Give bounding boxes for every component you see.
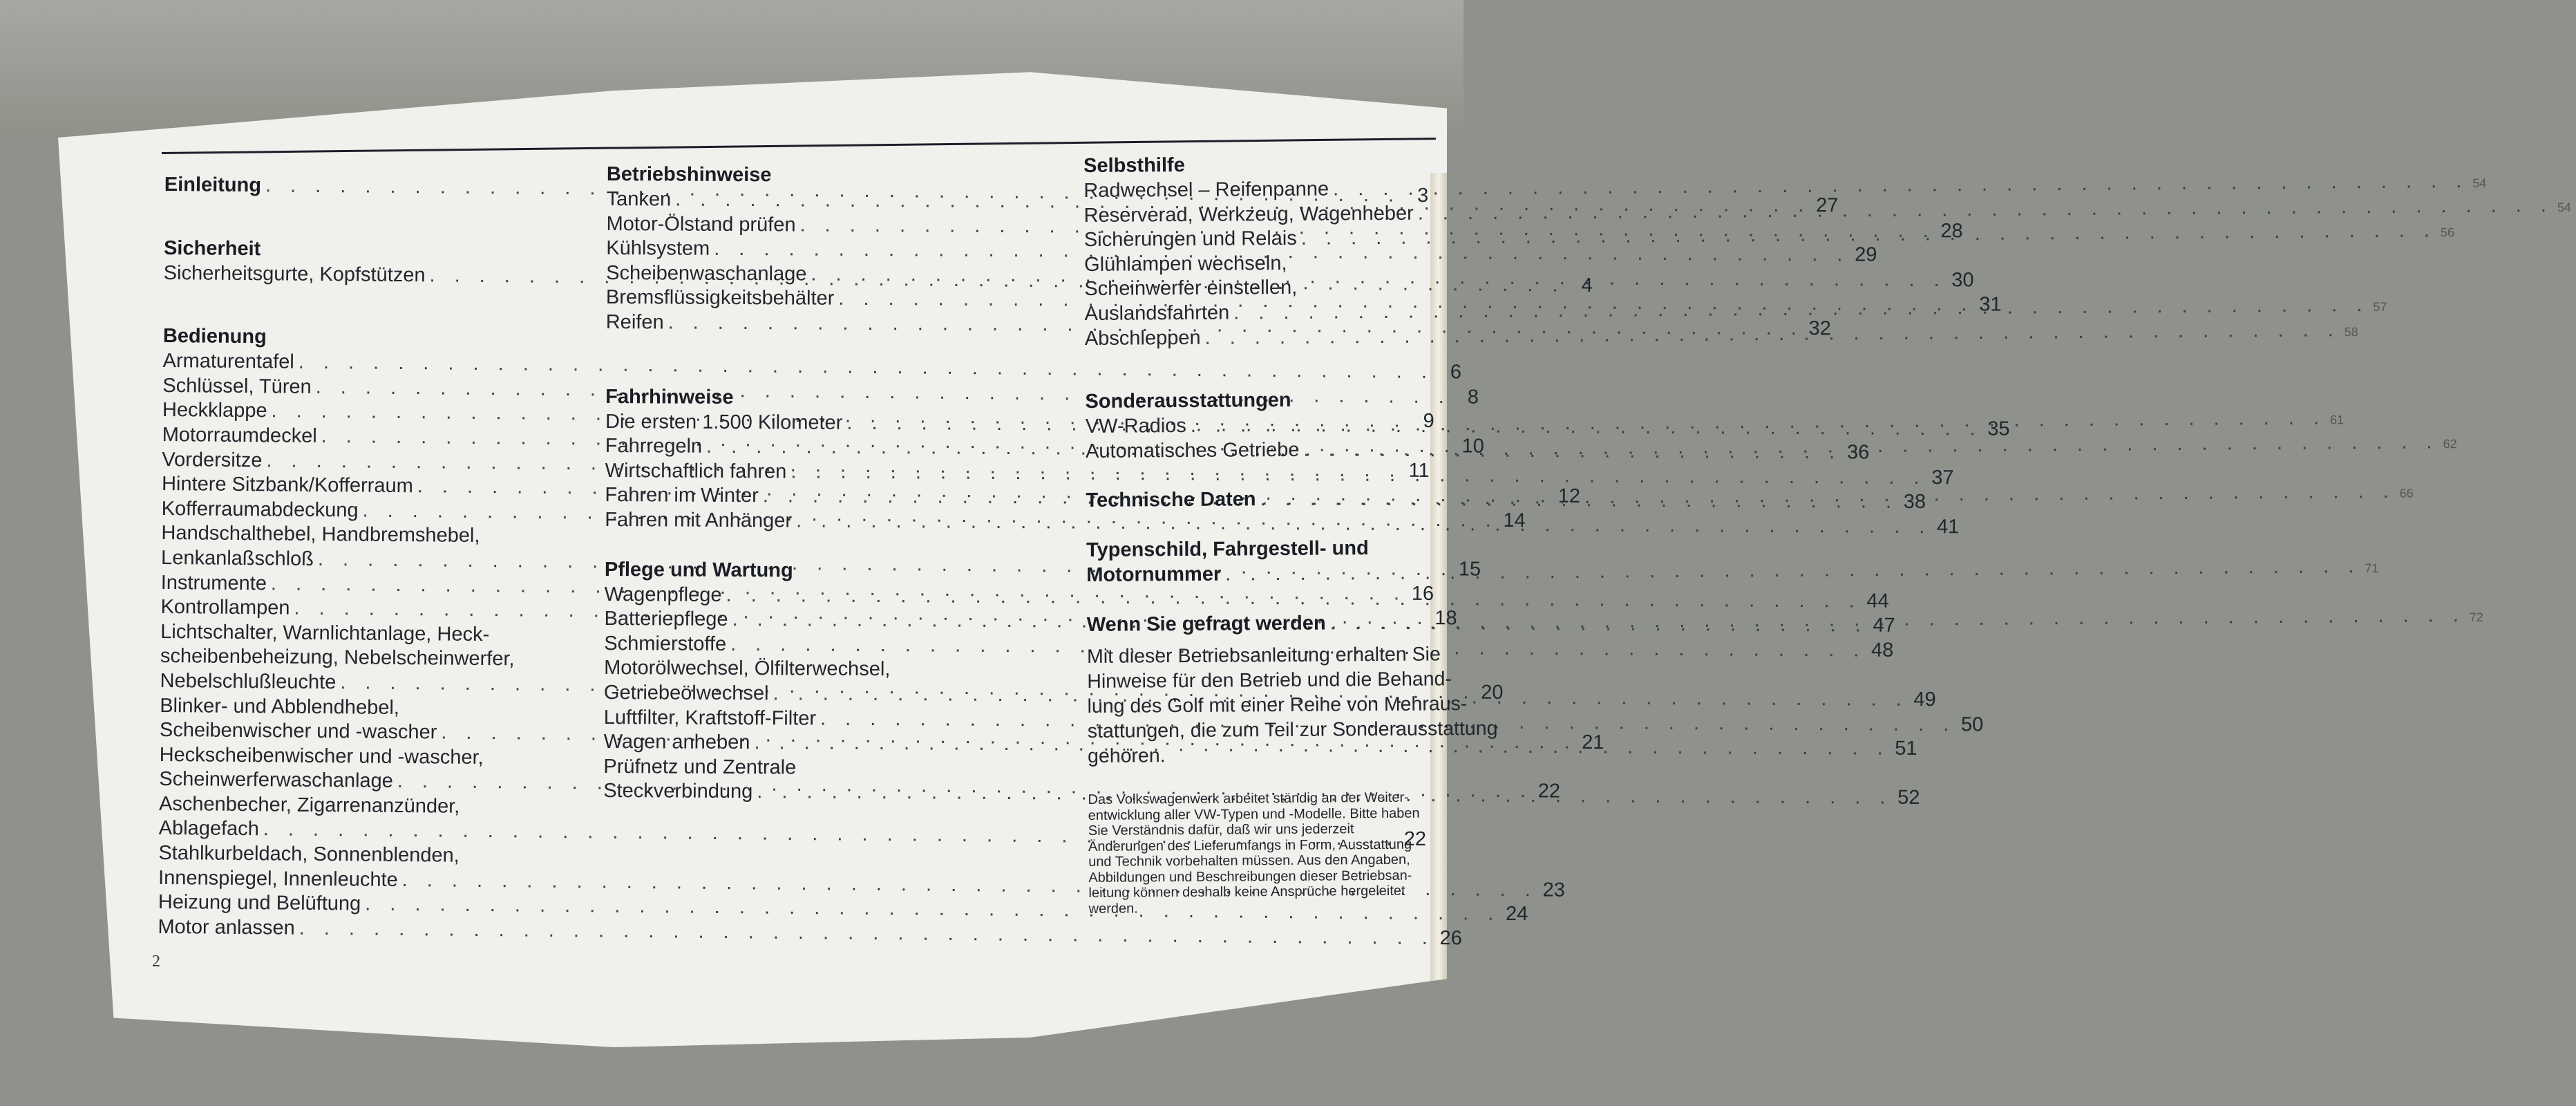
toc-entry-gefragt: Wenn Sie gefragt werden . . . 72 — [1087, 610, 1446, 637]
toc-entry: Heizung und Belüftung . . . 24 — [158, 890, 578, 919]
section-heading-bedienung: Bedienung — [162, 325, 267, 348]
toc-entry: Heckklappe . . . 9 — [162, 398, 583, 427]
toc-entry-einleitung: Einleitung . . . 3 — [164, 173, 585, 201]
toc-entry: Ablagefach . . . 22 — [159, 816, 579, 845]
toc-line: Glühlampen wechseln, — [1084, 252, 1287, 276]
toc-line: Aschenbecher, Zigarrenanzünder, — [158, 792, 460, 818]
toc-entry: Automatisches Getriebe . . . 62 — [1086, 437, 1445, 464]
toc-line: Lichtschalter, Warnlichtanlage, Heck- — [160, 620, 490, 646]
toc-entry: Tanken . . . 27 — [607, 187, 1056, 214]
toc-line: scheibenbeheizung, Nebelscheinwerfer, — [160, 645, 515, 671]
toc-entry: Motor anlassen . . . 26 — [158, 915, 578, 944]
toc-line: Scheinwerfer einstellen, — [1084, 276, 1298, 301]
toc-entry: Vordersitze . . . 11 — [162, 448, 582, 476]
toc-entry: Motorraumdeckel . . . 10 — [162, 423, 583, 451]
toc-entry: Auslandsfahrten . . . 57 — [1084, 299, 1443, 326]
toc-entry: Luftfilter, Kraftstoff-Filter . . . 50 — [604, 705, 1053, 732]
toc-entry: Lenkanlaßschloß . . . 15 — [161, 546, 581, 574]
toc-entry-motornummer: Motornummer . . . 71 — [1086, 561, 1446, 588]
toc-line: Motorölwechsel, Ölfilterwechsel, — [604, 657, 891, 681]
toc-line: Handschalthebel, Handbremshebel, — [161, 522, 480, 547]
toc-entry: Kontrollampen . . . 18 — [160, 595, 580, 624]
section-heading-fahrhinweise: Fahrhinweise — [605, 385, 734, 409]
toc-entry: Getriebeölwechsel . . . 49 — [604, 681, 1053, 708]
toc-line: Stahlkurbeldach, Sonnenblenden, — [158, 842, 460, 867]
toc-entry: Fahren im Winter . . . 38 — [605, 483, 1054, 510]
toc-entry: Innenspiegel, Innenleuchte . . . 23 — [158, 866, 578, 894]
toc-entry: Instrumente . . . 16 — [161, 571, 581, 599]
toc-entry: Wagen anheben . . . 51 — [604, 730, 1053, 757]
toc-entry: Kühlsystem . . . 29 — [606, 236, 1055, 263]
toc-entry: Batteriepflege . . . 47 — [604, 607, 1053, 634]
toc-entry: Hintere Sitzbank/Kofferraum . . . 12 — [162, 472, 582, 500]
toc-line: Heckscheibenwischer und -wascher, — [159, 743, 484, 769]
toc-entry: Wagenpflege . . . 44 — [605, 583, 1054, 610]
toc-entry-technische-daten: Technische Daten . . . 66 — [1086, 487, 1445, 514]
intro-paragraph: Mit dieser Betriebsanleitung erhalten Sie Hinweise für den Betrieb und die Behand- lung des Golf mit einer Reihe von Mehraus- stattungen, die zum Teil zur Sonderausstattung gehören. — [1086, 643, 1498, 768]
section-heading-typenschild: Typenschild, Fahrgestell- und — [1086, 537, 1369, 561]
toc-entry: Scheibenwaschanlage . . . 30 — [606, 261, 1055, 288]
section-heading-sicherheit: Sicherheit — [163, 236, 261, 260]
disclaimer-note: Das Volkswagenwerk arbeitet ständig an der Weiter- entwicklung aller VW-Typen und -Modelle. Bitte haben Sie Verständnis dafür, daß wir uns jederzeit Änderungen des Lieferumfangs in Form, Ausstattung und Technik vorbehalten müssen. Aus den Angaben, Abbildungen und Beschreibungen dieser Betriebsan- leitung können deshalb keine Ansprüche hergeleitet werden. — [1088, 789, 1420, 917]
toc-entry: Reifen . . . 32 — [606, 310, 1055, 337]
toc-entry: Die ersten 1.500 Kilometer . . . 35 — [605, 410, 1054, 437]
toc-entry: Scheinwerferwaschanlage . . . 22 — [159, 767, 579, 796]
toc-entry: Abschleppen . . . 58 — [1085, 324, 1444, 351]
toc-entry: Armaturentafel . . . 6 — [162, 349, 583, 377]
toc-line: Prüfnetz und Zentrale — [603, 755, 797, 779]
toc-entry: Sicherungen und Relais . . . 56 — [1084, 226, 1443, 253]
toc-entry: Kofferraumabdeckung . . . 14 — [162, 497, 582, 525]
toc-entry: Bremsflüssigkeitsbehälter . . . 31 — [606, 285, 1055, 312]
toc-entry: Reserverad, Werkzeug, Wagenheber . . . 54 — [1083, 201, 1443, 228]
toc-entry: VW-Radios . . . 61 — [1086, 413, 1445, 440]
toc-entry: Motor-Ölstand prüfen . . . 28 — [606, 212, 1055, 239]
toc-entry: Nebelschlußleuchte . . . 20 — [160, 669, 580, 697]
toc-entry: Steckverbindung . . . 52 — [603, 779, 1052, 806]
toc-entry: Radwechsel – Reifenpanne . . . 54 — [1083, 176, 1443, 203]
toc-entry: Schmierstoffe . . . 48 — [604, 632, 1053, 659]
toc-entry: Wirtschaftlich fahren . . . 37 — [605, 459, 1054, 486]
section-heading-sonderausstattungen: Sonderausstattungen — [1085, 389, 1291, 413]
section-heading-betriebshinweise: Betriebshinweise — [606, 162, 772, 187]
section-heading-selbsthilfe: Selbsthilfe — [1083, 153, 1185, 177]
section-heading-pflege: Pflege und Wartung — [604, 558, 793, 581]
toc-line: Blinker- und Abblendhebel, — [160, 694, 400, 719]
toc-entry: Fahrregeln . . . 36 — [605, 434, 1054, 461]
toc-entry: Sicherheitsgurte, Kopfstützen . . . 4 — [164, 261, 584, 290]
page-number: 2 — [152, 953, 160, 971]
toc-entry: Scheibenwischer und -wascher . . . 21 — [160, 718, 580, 747]
toc-entry: Fahren mit Anhänger . . . 41 — [605, 508, 1054, 535]
toc-entry: Schlüssel, Türen . . . 8 — [162, 374, 583, 402]
